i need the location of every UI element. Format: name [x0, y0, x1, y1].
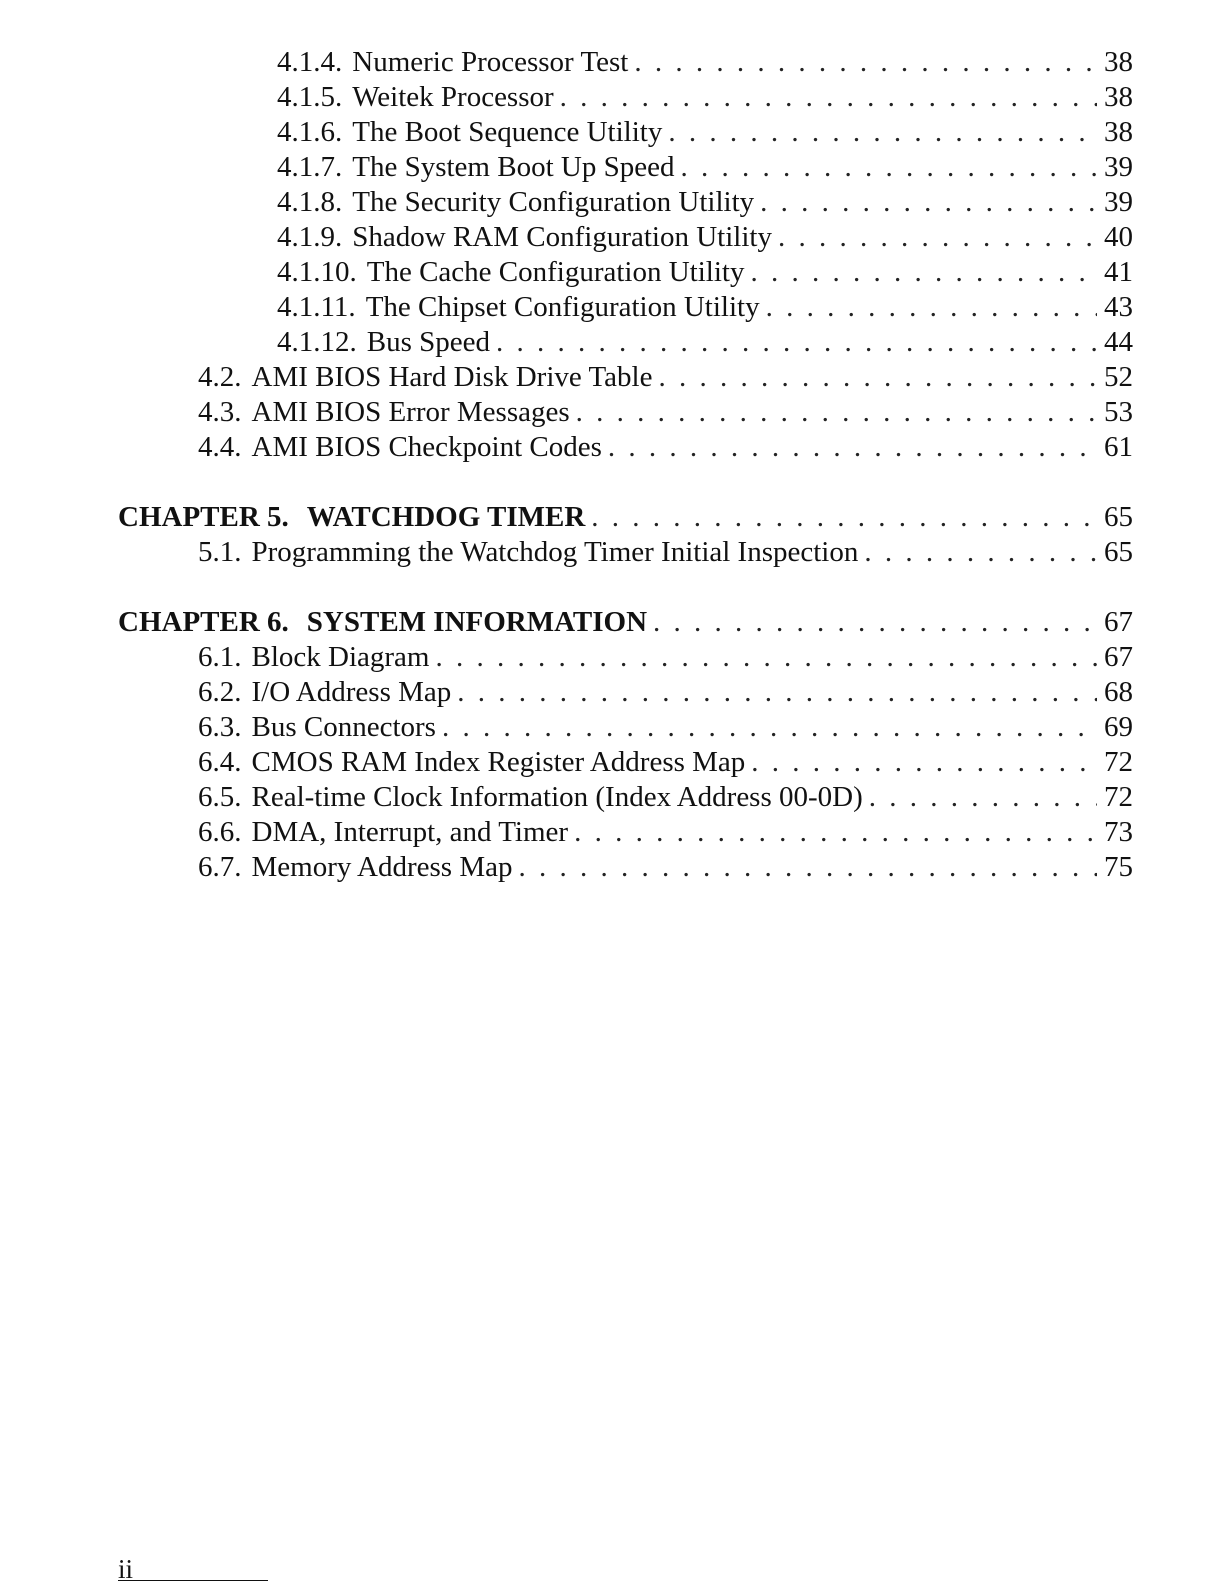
- dot-leader: [652, 360, 1097, 395]
- toc-entry-title: The Cache Configuration Utility: [366, 256, 745, 288]
- dot-leader: [585, 500, 1097, 535]
- toc-entry-page: 69: [1104, 711, 1133, 743]
- dot-leader: [760, 290, 1097, 325]
- toc-chapter-heading[interactable]: [0, 500, 1225, 535]
- table-of-contents: [0, 45, 1225, 885]
- toc-entry-title: Numeric Processor Test: [352, 46, 629, 78]
- toc-entry[interactable]: [0, 675, 1225, 710]
- dot-leader: [512, 850, 1097, 885]
- dot-leader: [602, 430, 1097, 465]
- toc-entry-number: 6.2.: [198, 676, 242, 708]
- toc-entry-page: 65: [1104, 536, 1133, 568]
- dot-leader: [745, 745, 1097, 780]
- toc-entry[interactable]: [0, 360, 1225, 395]
- toc-entry-number: 5.1.: [198, 536, 242, 568]
- page-number: ii: [118, 1554, 134, 1584]
- toc-entry-number: 6.3.: [198, 711, 242, 743]
- dot-leader: [744, 255, 1097, 290]
- toc-entry-title: Weitek Processor: [352, 81, 554, 113]
- toc-entry-title: AMI BIOS Error Messages: [251, 396, 570, 428]
- page-footer: [118, 1556, 268, 1585]
- toc-entry-number: 6.4.: [198, 746, 242, 778]
- toc-entry-title: I/O Address Map: [251, 676, 452, 708]
- toc-entry-number: 4.1.9.: [277, 221, 343, 253]
- toc-entry-title: AMI BIOS Checkpoint Codes: [251, 431, 602, 463]
- dot-leader: [674, 150, 1097, 185]
- toc-chapter-title: WATCHDOG TIMER: [306, 501, 586, 533]
- toc-entry-title: CMOS RAM Index Register Address Map: [251, 746, 746, 778]
- toc-entry-number: 4.1.11.: [277, 291, 356, 323]
- toc-entry-page: 67: [1104, 641, 1133, 673]
- toc-entry-title: Real-time Clock Information (Index Address 00-0D): [251, 781, 863, 813]
- toc-entry-title: The System Boot Up Speed: [352, 151, 675, 183]
- dot-leader: [436, 710, 1097, 745]
- toc-chapter-page: 67: [1104, 606, 1133, 638]
- toc-entry[interactable]: [0, 640, 1225, 675]
- toc-entry-number: 6.1.: [198, 641, 242, 673]
- toc-entry[interactable]: [0, 710, 1225, 745]
- toc-entry[interactable]: [0, 395, 1225, 430]
- toc-entry[interactable]: [0, 220, 1225, 255]
- dot-leader: [754, 185, 1097, 220]
- toc-entry-title: Shadow RAM Configuration Utility: [352, 221, 772, 253]
- dot-leader: [662, 115, 1097, 150]
- toc-entry[interactable]: [0, 255, 1225, 290]
- toc-entry-number: 4.1.4.: [277, 46, 343, 78]
- dot-leader: [858, 535, 1097, 570]
- toc-entry[interactable]: [0, 185, 1225, 220]
- toc-entry-page: 38: [1104, 116, 1133, 148]
- toc-entry-number: 4.1.5.: [277, 81, 343, 113]
- toc-entry[interactable]: [0, 535, 1225, 570]
- toc-entry[interactable]: [0, 80, 1225, 115]
- toc-entry-title: The Chipset Configuration Utility: [365, 291, 760, 323]
- toc-entry-page: 72: [1104, 781, 1133, 813]
- toc-entry-page: 40: [1104, 221, 1133, 253]
- toc-entry-page: 53: [1104, 396, 1133, 428]
- toc-entry-title: DMA, Interrupt, and Timer: [251, 816, 569, 848]
- dot-leader: [429, 640, 1097, 675]
- toc-entry-page: 43: [1104, 291, 1133, 323]
- toc-entry-number: 6.7.: [198, 851, 242, 883]
- toc-entry-number: 4.1.12.: [277, 326, 357, 358]
- toc-entry-page: 72: [1104, 746, 1133, 778]
- dot-leader: [628, 45, 1097, 80]
- toc-entry-number: 4.2.: [198, 361, 242, 393]
- toc-entry-page: 39: [1104, 151, 1133, 183]
- dot-leader: [863, 780, 1097, 815]
- toc-chapter-heading[interactable]: [0, 605, 1225, 640]
- toc-chapter-page: 65: [1104, 501, 1133, 533]
- toc-entry[interactable]: [0, 815, 1225, 850]
- toc-entry-page: 61: [1104, 431, 1133, 463]
- dot-leader: [568, 815, 1097, 850]
- toc-entry-title: Bus Connectors: [251, 711, 436, 743]
- toc-entry[interactable]: [0, 430, 1225, 465]
- toc-entry-number: 6.6.: [198, 816, 242, 848]
- toc-entry[interactable]: [0, 745, 1225, 780]
- toc-entry[interactable]: [0, 150, 1225, 185]
- toc-entry-number: 4.1.6.: [277, 116, 343, 148]
- toc-entry-title: Bus Speed: [366, 326, 490, 358]
- toc-entry-title: The Security Configuration Utility: [352, 186, 755, 218]
- toc-entry[interactable]: [0, 325, 1225, 360]
- toc-chapter-number: CHAPTER 6.: [118, 606, 289, 638]
- dot-leader: [570, 395, 1097, 430]
- toc-entry-page: 75: [1104, 851, 1133, 883]
- toc-entry-page: 73: [1104, 816, 1133, 848]
- toc-entry-title: Block Diagram: [251, 641, 430, 673]
- dot-leader: [554, 80, 1097, 115]
- toc-entry-number: 6.5.: [198, 781, 242, 813]
- toc-chapter-number: CHAPTER 5.: [118, 501, 289, 533]
- dot-leader: [772, 220, 1097, 255]
- toc-entry-page: 38: [1104, 81, 1133, 113]
- toc-entry[interactable]: [0, 780, 1225, 815]
- dot-leader: [647, 605, 1097, 640]
- toc-entry-number: 4.1.8.: [277, 186, 343, 218]
- toc-entry[interactable]: [0, 115, 1225, 150]
- dot-leader: [451, 675, 1097, 710]
- toc-entry[interactable]: [0, 290, 1225, 325]
- toc-entry-title: The Boot Sequence Utility: [352, 116, 663, 148]
- toc-entry-page: 39: [1104, 186, 1133, 218]
- toc-entry-page: 44: [1104, 326, 1133, 358]
- toc-entry-title: AMI BIOS Hard Disk Drive Table: [251, 361, 653, 393]
- toc-entry-number: 4.4.: [198, 431, 242, 463]
- footer-rule: [118, 1580, 268, 1581]
- toc-entry[interactable]: [0, 850, 1225, 885]
- toc-entry-page: 52: [1104, 361, 1133, 393]
- dot-leader: [490, 325, 1097, 360]
- toc-entry-title: Programming the Watchdog Timer Initial Inspection: [251, 536, 859, 568]
- toc-entry-title: Memory Address Map: [251, 851, 513, 883]
- toc-entry-page: 68: [1104, 676, 1133, 708]
- toc-entry-number: 4.1.7.: [277, 151, 343, 183]
- toc-entry-page: 38: [1104, 46, 1133, 78]
- toc-chapter-title: SYSTEM INFORMATION: [306, 606, 648, 638]
- toc-entry[interactable]: [0, 45, 1225, 80]
- toc-entry-page: 41: [1104, 256, 1133, 288]
- toc-entry-number: 4.3.: [198, 396, 242, 428]
- toc-entry-number: 4.1.10.: [277, 256, 357, 288]
